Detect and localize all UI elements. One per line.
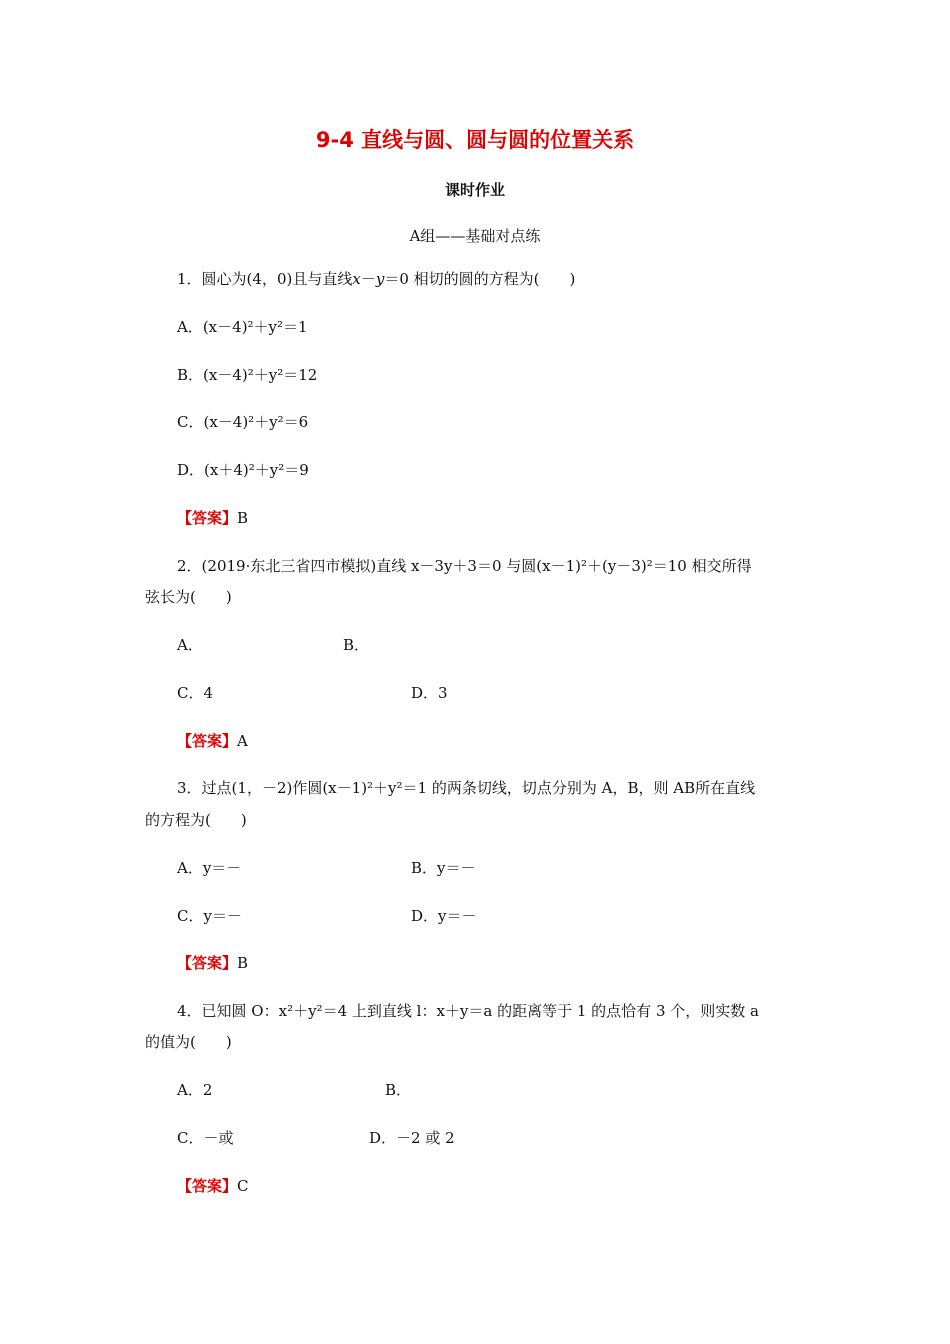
question-4-option-d: D．－2 或 2 — [369, 1129, 455, 1147]
group-heading: A组——基础对点练 — [409, 227, 541, 245]
question-3-option-a: A．y＝－ — [177, 859, 242, 877]
question-3-option-c: C．y＝－ — [177, 907, 242, 925]
question-2-stem-line1: 2．(2019·东北三省四市模拟)直线 x－3y＋3＝0 与圆(x－1)²＋(y－3)²＝10 相交所得 — [177, 557, 752, 575]
question-2-stem-line2: 弦长为( ) — [145, 588, 232, 606]
question-4-option-c: C．－或 — [177, 1129, 234, 1147]
question-3-option-b: B．y＝－ — [411, 859, 476, 877]
question-2-answer: 【答案】A — [177, 732, 248, 750]
question-2-option-a: A． — [177, 636, 203, 654]
question-4-option-a: A．2 — [177, 1081, 213, 1099]
question-3-answer: 【答案】B — [177, 954, 249, 972]
question-1-stem: 1．圆心为(4，0)且与直线x－y＝0 相切的圆的方程为( ) — [177, 270, 576, 288]
question-4-answer: 【答案】C — [177, 1177, 249, 1195]
section-subtitle: 课时作业 — [444, 181, 505, 199]
question-1-option-a: A．(x－4)²＋y²＝1 — [177, 318, 308, 336]
question-3-option-d: D．y＝－ — [411, 907, 477, 925]
question-1-answer: 【答案】B — [177, 509, 249, 527]
question-2-option-b: B． — [343, 636, 370, 654]
question-1-option-d: D．(x＋4)²＋y²＝9 — [177, 461, 309, 479]
question-1-option-b: B．(x－4)²＋y²＝12 — [177, 366, 318, 384]
question-3-stem-line2: 的方程为( ) — [145, 811, 247, 829]
question-3-stem-line1: 3．过点(1，－2)作圆(x－1)²＋y²＝1 的两条切线，切点分别为 A，B，则 AB所在直线 — [177, 779, 756, 797]
page-title: 9-4 直线与圆、圆与圆的位置关系 — [315, 128, 635, 152]
question-4-stem-line1: 4．已知圆 O：x²＋y²＝4 上到直线 l：x＋y＝a 的距离等于 1 的点恰有 3 个，则实数 a — [177, 1002, 759, 1020]
question-2-option-c: C．4 — [177, 684, 214, 702]
question-4-option-b: B． — [385, 1081, 412, 1099]
question-1-option-c: C．(x－4)²＋y²＝6 — [177, 413, 309, 431]
question-2-option-d: D．3 — [411, 684, 448, 702]
question-4-stem-line2: 的值为( ) — [145, 1033, 232, 1051]
